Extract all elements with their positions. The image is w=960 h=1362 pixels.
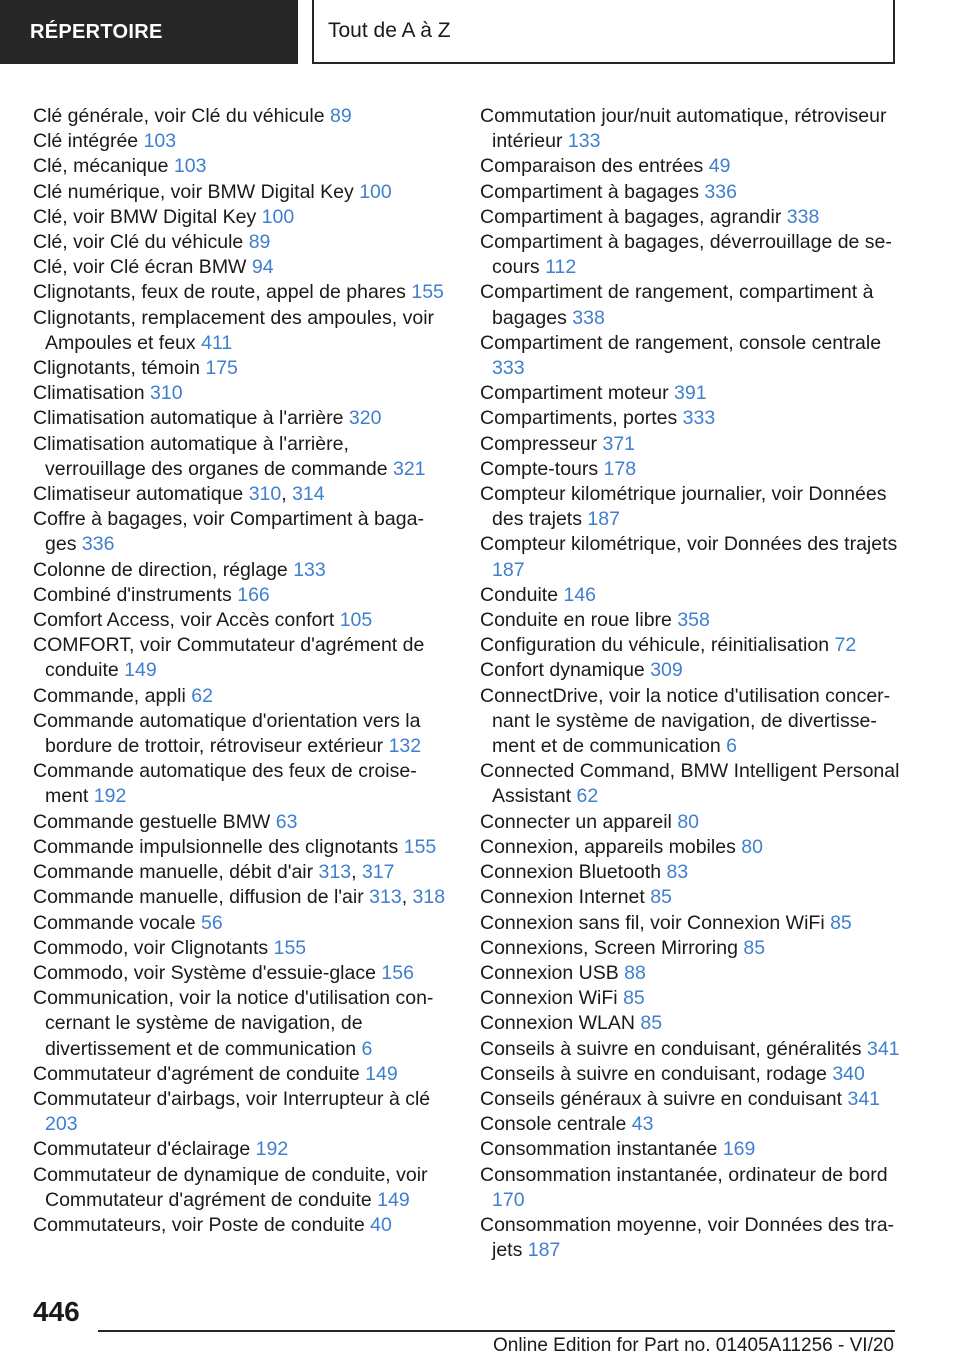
- page-link[interactable]: 85: [650, 886, 672, 909]
- page-link[interactable]: 112: [545, 256, 577, 279]
- page-link[interactable]: 100: [359, 180, 392, 203]
- page-link[interactable]: 411: [201, 331, 233, 354]
- index-term: Commutation jour/nuit automatique, rétroviseur intérieur: [480, 105, 887, 153]
- index-term: Connexion Bluetooth: [480, 861, 662, 884]
- index-entry: [33, 1213, 448, 1238]
- index-entry: [480, 911, 900, 936]
- index-entry: [480, 406, 900, 431]
- page-link[interactable]: 94: [251, 256, 274, 279]
- index-term: Compartiments, portes: [480, 407, 678, 430]
- index-entry: [480, 835, 900, 860]
- index-entry: [480, 432, 900, 457]
- index-entry: [33, 1137, 448, 1162]
- index-term: Commutateur d'éclairage: [33, 1138, 251, 1161]
- page-link[interactable]: 85: [743, 936, 766, 959]
- index-entry: [480, 885, 900, 910]
- page-link[interactable]: 313: [369, 886, 402, 909]
- index-entry: [33, 759, 448, 809]
- index-entry: [480, 1062, 900, 1087]
- page-link[interactable]: 341: [866, 1037, 900, 1060]
- section-subtitle: Tout de A à Z: [328, 19, 451, 42]
- index-entry: [480, 1137, 900, 1162]
- page-link[interactable]: 309: [650, 659, 683, 682]
- index-entry: [33, 684, 448, 709]
- page-link[interactable]: 149: [365, 1062, 398, 1085]
- section-tab: [0, 0, 298, 64]
- index-term: Commodo, voir Clignotants: [33, 936, 269, 959]
- page-link[interactable]: 333: [492, 357, 525, 380]
- index-term: Commutateur de dynamique de conduite, voir Commutateur d'agrément de conduite: [33, 1163, 428, 1211]
- index-term: Clignotants, remplacement des ampoules, voir Ampoules et feux: [33, 306, 435, 354]
- index-term: Combiné d'instruments: [33, 583, 232, 606]
- index-entry: [33, 205, 448, 230]
- index-term: Commodo, voir Système d'essuie-glace: [33, 961, 376, 984]
- index-entry: [480, 633, 900, 658]
- index-entry: [480, 532, 900, 582]
- index-term: Comfort Access, voir Accès confort: [33, 609, 335, 632]
- index-entry: [33, 406, 448, 431]
- index-entry: [480, 810, 900, 835]
- page-link[interactable]: 85: [830, 911, 852, 934]
- index-term: Connected Command, BMW Intelligent Personal Assistant: [480, 760, 900, 808]
- page-link[interactable]: 89: [248, 231, 271, 254]
- index-entry: [33, 356, 448, 381]
- index-term: Communication, voir la notice d'utilisation concernant le système de navigation, de divertissement et de communication: [33, 987, 434, 1060]
- index-term: Compartiment à bagages, déverrouillage de secours: [480, 231, 892, 279]
- index-term: Consommation instantanée: [480, 1138, 718, 1161]
- index-entry: [33, 633, 448, 683]
- page-link[interactable]: 341: [847, 1087, 881, 1110]
- index-term: Clé générale, voir Clé du véhicule: [33, 105, 325, 127]
- index-term: Colonne de direction, réglage: [33, 558, 288, 581]
- index-entry: [33, 280, 448, 305]
- index-term: Connexion USB: [480, 961, 619, 984]
- index-term: Coffre à bagages, voir Compartiment à bagages: [33, 508, 424, 556]
- index-entry: [480, 1112, 900, 1137]
- page-link[interactable]: 149: [377, 1188, 410, 1211]
- index-entry: [480, 658, 900, 683]
- index-term: Consommation instantanée, ordinateur de bord: [480, 1163, 888, 1186]
- index-entry: [480, 205, 900, 230]
- page-link[interactable]: 187: [587, 508, 620, 531]
- index-term: Commande, appli: [33, 684, 186, 707]
- page-link[interactable]: 310: [150, 382, 183, 405]
- page-link[interactable]: 62: [576, 785, 599, 808]
- index-term: Conseils à suivre en conduisant, rodage: [480, 1062, 827, 1085]
- page-link[interactable]: 89: [330, 105, 352, 127]
- page-link[interactable]: 336: [81, 533, 115, 556]
- page-link[interactable]: 72: [834, 634, 857, 657]
- page-link[interactable]: 132: [388, 735, 422, 758]
- index-entry: [480, 583, 900, 608]
- index-entry: [480, 986, 900, 1011]
- index-entry: [480, 860, 900, 885]
- index-term: Console centrale: [480, 1113, 627, 1136]
- page-link[interactable]: 155: [411, 281, 444, 304]
- index-term: Conduite: [480, 583, 559, 606]
- page-link[interactable]: 187: [527, 1239, 561, 1262]
- index-term: Compartiment à bagages: [480, 180, 699, 203]
- index-entry: [33, 255, 448, 280]
- page-number: 446: [33, 1296, 80, 1327]
- index-entry: [33, 104, 448, 129]
- index-term: Commande manuelle, débit d'air: [33, 861, 314, 884]
- index-term: Clignotants, feux de route, appel de phares: [33, 281, 406, 304]
- page-link[interactable]: 192: [255, 1138, 289, 1161]
- index-term: Compartiment de rangement, console centrale: [480, 331, 882, 354]
- index-term: Clignotants, témoin: [33, 357, 200, 380]
- index-term: Connexion WiFi: [480, 987, 618, 1010]
- index-term: Configuration du véhicule, réinitialisation: [480, 634, 830, 657]
- index-entry: [480, 180, 900, 205]
- index-entry: [33, 129, 448, 154]
- index-term: Compartiment moteur: [480, 382, 669, 405]
- page-link[interactable]: 146: [563, 583, 597, 606]
- index-entry: [480, 961, 900, 986]
- page-link[interactable]: 6: [361, 1037, 373, 1060]
- page-link[interactable]: 83: [666, 861, 689, 884]
- section-subtitle-tab: [312, 0, 895, 64]
- page-link[interactable]: 155: [273, 936, 307, 959]
- index-entry: [480, 1213, 900, 1263]
- page-link[interactable]: 169: [722, 1138, 756, 1161]
- page-link[interactable]: 85: [623, 987, 645, 1010]
- index-entry: [480, 608, 900, 633]
- index-term: Clé, voir Clé du véhicule: [33, 231, 244, 254]
- index-entry: [33, 306, 448, 356]
- index-term: Compte-tours: [480, 457, 599, 480]
- index-term: Conduite en roue libre: [480, 609, 672, 632]
- index-entry: [33, 583, 448, 608]
- page-link[interactable]: 310: [248, 483, 282, 506]
- page-link[interactable]: 358: [677, 609, 710, 632]
- index-term: Compartiment à bagages, agrandir: [480, 205, 782, 228]
- page-link[interactable]: 371: [602, 432, 636, 455]
- index-term: Connexion sans fil, voir Connexion WiFi: [480, 911, 825, 934]
- index-term: Compteur kilométrique journalier, voir Données des trajets: [480, 483, 887, 531]
- index-entry: Climatiseur automatique 310, 314: [33, 483, 325, 506]
- page-link[interactable]: 6: [726, 735, 737, 758]
- index-term: Commande manuelle, diffusion de l'air: [33, 886, 364, 909]
- index-entry: [33, 810, 448, 835]
- index-entry: [480, 936, 900, 961]
- page-link[interactable]: 321: [392, 457, 426, 480]
- index-entry: [33, 709, 448, 759]
- index-entry: [480, 457, 900, 482]
- index-entry: [33, 558, 448, 583]
- page-link[interactable]: 333: [682, 407, 716, 430]
- index-term: Connexions, Screen Mirroring: [480, 936, 738, 959]
- footer-divider: [98, 1330, 895, 1332]
- index-entry: [480, 482, 900, 532]
- index-term: Compartiment de rangement, compartiment à bagages: [480, 281, 874, 329]
- index-entry: [33, 986, 448, 1062]
- index-entry: [480, 1163, 900, 1213]
- index-term: Clé intégrée: [33, 130, 139, 153]
- index-entry: [33, 230, 448, 255]
- index-entry: [480, 104, 900, 154]
- index-term: Connecter un appareil: [480, 810, 672, 833]
- index-term: Clé, voir Clé écran BMW: [33, 256, 247, 279]
- index-entry: Commande manuelle, diffusion de l'air 313, 318: [33, 886, 446, 909]
- page-link[interactable]: 320: [348, 407, 382, 430]
- page-link[interactable]: 187: [492, 558, 525, 581]
- index-term: Consommation moyenne, voir Données des trajets: [480, 1213, 895, 1262]
- page-link[interactable]: 133: [567, 130, 601, 153]
- index-term: Climatisation automatique à l'arrière, verrouillage des organes de commande: [33, 432, 388, 480]
- index-term: COMFORT, voir Commutateur d'agrément de conduite: [33, 634, 425, 682]
- page-link[interactable]: 62: [191, 684, 213, 707]
- index-term: Conseils à suivre en conduisant, généralités: [480, 1037, 862, 1060]
- page-link[interactable]: 80: [741, 835, 763, 858]
- edition-footer: Online Edition for Part no. 01405A11256 - VI/20: [492, 1335, 894, 1356]
- index-term: Clé, mécanique: [33, 155, 169, 178]
- page-link[interactable]: 63: [275, 810, 298, 833]
- index-entry: [480, 1087, 900, 1112]
- index-term: ConnectDrive, voir la notice d'utilisation concernant le système de navigation, de divertissement et de communication: [480, 684, 891, 758]
- page-link[interactable]: 338: [786, 205, 820, 228]
- index-entry: [480, 230, 900, 280]
- index-entry: [33, 961, 448, 986]
- page-link[interactable]: 175: [205, 357, 238, 380]
- page-link[interactable]: 313: [318, 861, 352, 884]
- index-entry: [33, 911, 448, 936]
- index-term: Commande vocale: [33, 911, 196, 934]
- index-term: Commutateur d'airbags, voir Interrupteur à clé: [33, 1087, 431, 1110]
- index-term: Climatiseur automatique: [33, 483, 244, 506]
- index-term: Commande impulsionnelle des clignotants: [33, 835, 399, 858]
- index-entry: [480, 381, 900, 406]
- page-link[interactable]: 155: [403, 835, 437, 858]
- index-entry: [33, 432, 448, 482]
- index-term: Connexion WLAN: [480, 1012, 635, 1035]
- page-link[interactable]: 149: [124, 659, 157, 682]
- index-term: Commande automatique des feux de croisement: [33, 760, 417, 808]
- page-link[interactable]: 85: [640, 1012, 663, 1035]
- index-entry: [480, 331, 900, 381]
- page-link[interactable]: 40: [370, 1213, 392, 1236]
- index-term: Connexion Internet: [480, 886, 645, 909]
- index-column-right: [480, 104, 900, 1263]
- page-link[interactable]: 317: [361, 861, 395, 884]
- index-entry: [33, 1087, 448, 1137]
- index-term: Clé, voir BMW Digital Key: [33, 205, 257, 228]
- page-link[interactable]: 88: [624, 961, 646, 984]
- index-term: Compresseur: [480, 432, 598, 455]
- index-column-left: [33, 104, 448, 1238]
- page-link[interactable]: 166: [237, 583, 270, 606]
- index-entry: [33, 1062, 448, 1087]
- index-entry: [480, 154, 900, 179]
- page-link[interactable]: 100: [261, 205, 295, 228]
- index-entry: [480, 1011, 900, 1036]
- index-term: Confort dynamique: [480, 659, 645, 682]
- index-term: Climatisation automatique à l'arrière: [33, 407, 344, 430]
- index-term: Commande automatique d'orientation vers la bordure de trottoir, rétroviseur extérieur: [33, 709, 421, 758]
- index-entry: [33, 154, 448, 179]
- index-entry: Commande manuelle, débit d'air 313, 317: [33, 861, 395, 884]
- index-term: Commutateurs, voir Poste de conduite: [33, 1213, 365, 1236]
- page-link[interactable]: 192: [93, 785, 127, 808]
- page-link[interactable]: 105: [339, 609, 373, 632]
- page-link[interactable]: 170: [492, 1188, 525, 1211]
- index-term: Commande gestuelle BMW: [33, 810, 271, 833]
- page-link[interactable]: 156: [381, 961, 414, 984]
- page-link[interactable]: 318: [412, 886, 446, 909]
- index-term: Clé numérique, voir BMW Digital Key: [33, 180, 354, 203]
- page-link[interactable]: 203: [45, 1113, 78, 1136]
- index-entry: [480, 759, 900, 809]
- index-entry: [33, 180, 448, 205]
- index-term: Compteur kilométrique, voir Données des trajets: [480, 533, 898, 556]
- index-term: Comparaison des entrées: [480, 155, 704, 178]
- page-link[interactable]: 49: [708, 155, 731, 178]
- index-entry: [33, 1163, 448, 1213]
- page-link[interactable]: 80: [677, 810, 700, 833]
- section-label: RÉPERTOIRE: [30, 20, 163, 43]
- index-entry: [480, 684, 900, 760]
- page-link[interactable]: 56: [201, 911, 223, 934]
- index-entry: [480, 1037, 900, 1062]
- index-term: Conseils généraux à suivre en conduisant: [480, 1087, 843, 1110]
- page-link[interactable]: 336: [704, 180, 737, 203]
- page-link[interactable]: 178: [603, 457, 637, 480]
- page-link[interactable]: 133: [293, 558, 326, 581]
- page-link[interactable]: 43: [631, 1113, 654, 1136]
- index-term: Climatisation: [33, 382, 145, 405]
- index-entry: [33, 835, 448, 860]
- page-link[interactable]: 340: [832, 1062, 865, 1085]
- page-link[interactable]: 314: [292, 483, 325, 506]
- index-entry: [33, 507, 448, 557]
- index-entry: [480, 280, 900, 330]
- index-entry: [33, 381, 448, 406]
- index-entry: [33, 936, 448, 961]
- page-link[interactable]: 391: [674, 382, 707, 405]
- index-term: Connexion, appareils mobiles: [480, 835, 736, 858]
- index-entry: [33, 608, 448, 633]
- page-link[interactable]: 338: [572, 306, 605, 329]
- page-link[interactable]: 103: [143, 130, 177, 153]
- page-link[interactable]: 103: [173, 155, 207, 178]
- index-term: Commutateur d'agrément de conduite: [33, 1062, 360, 1085]
